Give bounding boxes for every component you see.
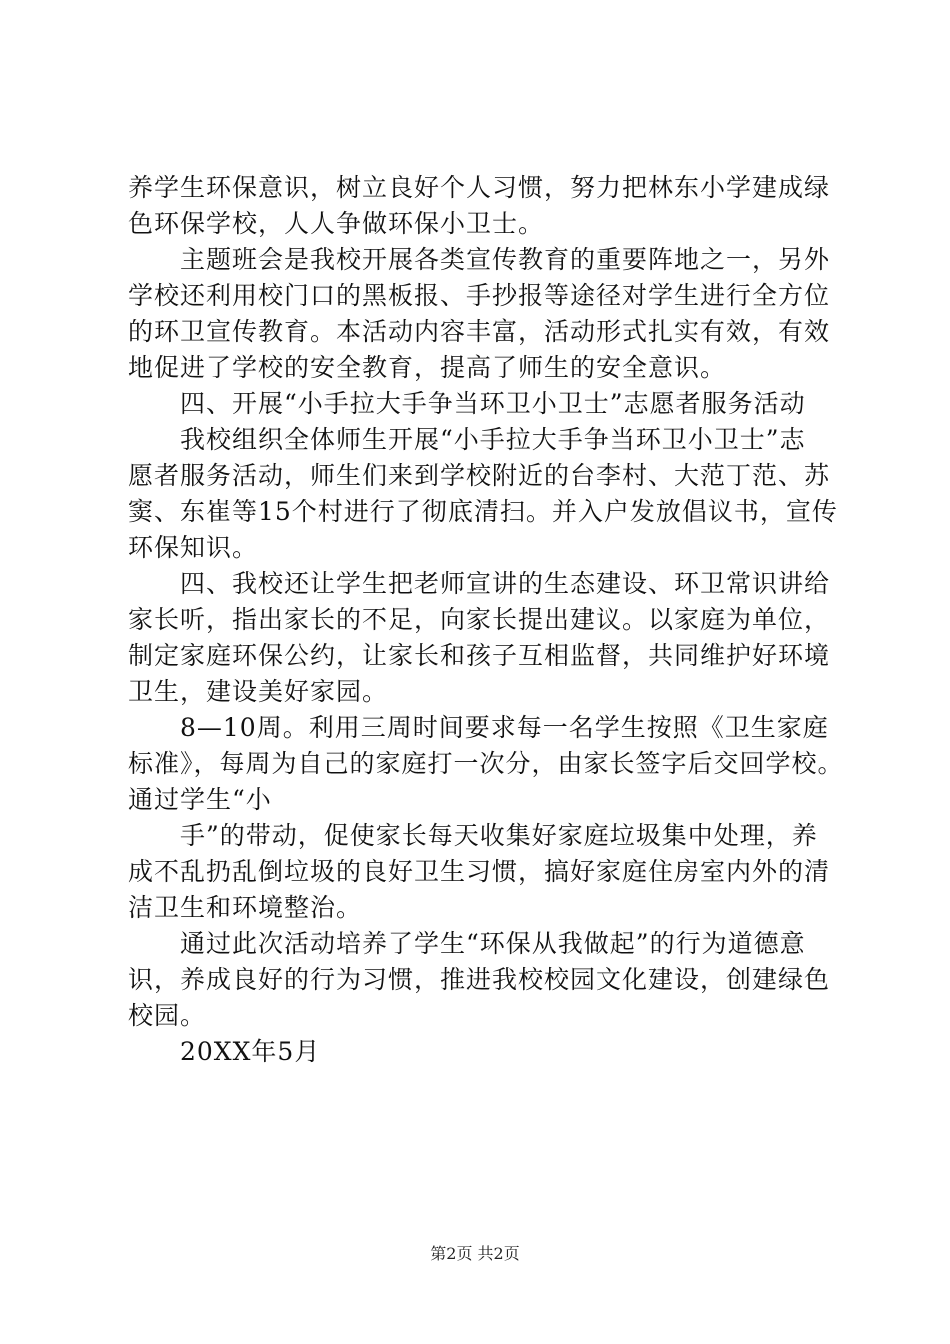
text-line: 20XX年5月 (180, 1037, 321, 1066)
text-line: 四、开展“小手拉大手争当环卫小卫士”志愿者服务活动 (180, 389, 806, 418)
text-line: 8—10周。利用三周时间要求每一名学生按照《卫生家庭 (180, 713, 829, 742)
text-line: 通过此次活动培养了学生“环保从我做起”的行为道德意 (180, 929, 806, 958)
text-line: 地促进了学校的安全教育，提高了师生的安全意识。 (128, 353, 727, 382)
text-line: 愿者服务活动，师生们来到学校附近的台李村、大范丁范、苏 (128, 461, 831, 490)
text-line: 洁卫生和环境整治。 (128, 893, 363, 922)
text-line: 成不乱扔乱倒垃圾的良好卫生习惯，搞好家庭住房室内外的清 (128, 857, 831, 886)
text-line: 通过学生“小 (128, 785, 272, 814)
text-line: 我校组织全体师生开展“小手拉大手争当环卫小卫士”志 (180, 425, 806, 454)
text-line: 手”的带动，促使家长每天收集好家庭垃圾集中处理，养 (180, 821, 818, 850)
text-line: 四、我校还让学生把老师宣讲的生态建设、环卫常识讲给 (180, 569, 831, 598)
text-line: 学校还利用校门口的黑板报、手抄报等途径对学生进行全方位 (128, 281, 831, 310)
text-line: 窦、东崔等15个村进行了彻底清扫。并入户发放倡议书，宣传 (128, 497, 838, 526)
text-line: 标准》，每周为自己的家庭打一次分，由家长签字后交回学校。 (128, 749, 844, 778)
text-line: 家长听，指出家长的不足，向家长提出建议。以家庭为单位， (128, 605, 831, 634)
text-line: 校园。 (128, 1001, 207, 1030)
text-line: 色环保学校，人人争做环保小卫士。 (128, 209, 545, 238)
text-line: 养学生环保意识，树立良好个人习惯，努力把林东小学建成绿 (128, 173, 831, 202)
text-line: 卫生，建设美好家园。 (128, 677, 389, 706)
text-line: 环保知识。 (128, 533, 259, 562)
text-line: 识，养成良好的行为习惯，推进我校校园文化建设，创建绿色 (128, 965, 831, 994)
text-line: 的环卫宣传教育。本活动内容丰富，活动形式扎实有效，有效 (128, 317, 831, 346)
text-line: 主题班会是我校开展各类宣传教育的重要阵地之一，另外 (180, 245, 831, 274)
page-footer: 第2页 共2页 (430, 1244, 520, 1263)
document-body (128, 170, 844, 1070)
text-line: 制定家庭环保公约，让家长和孩子互相监督，共同维护好环境 (128, 641, 831, 670)
